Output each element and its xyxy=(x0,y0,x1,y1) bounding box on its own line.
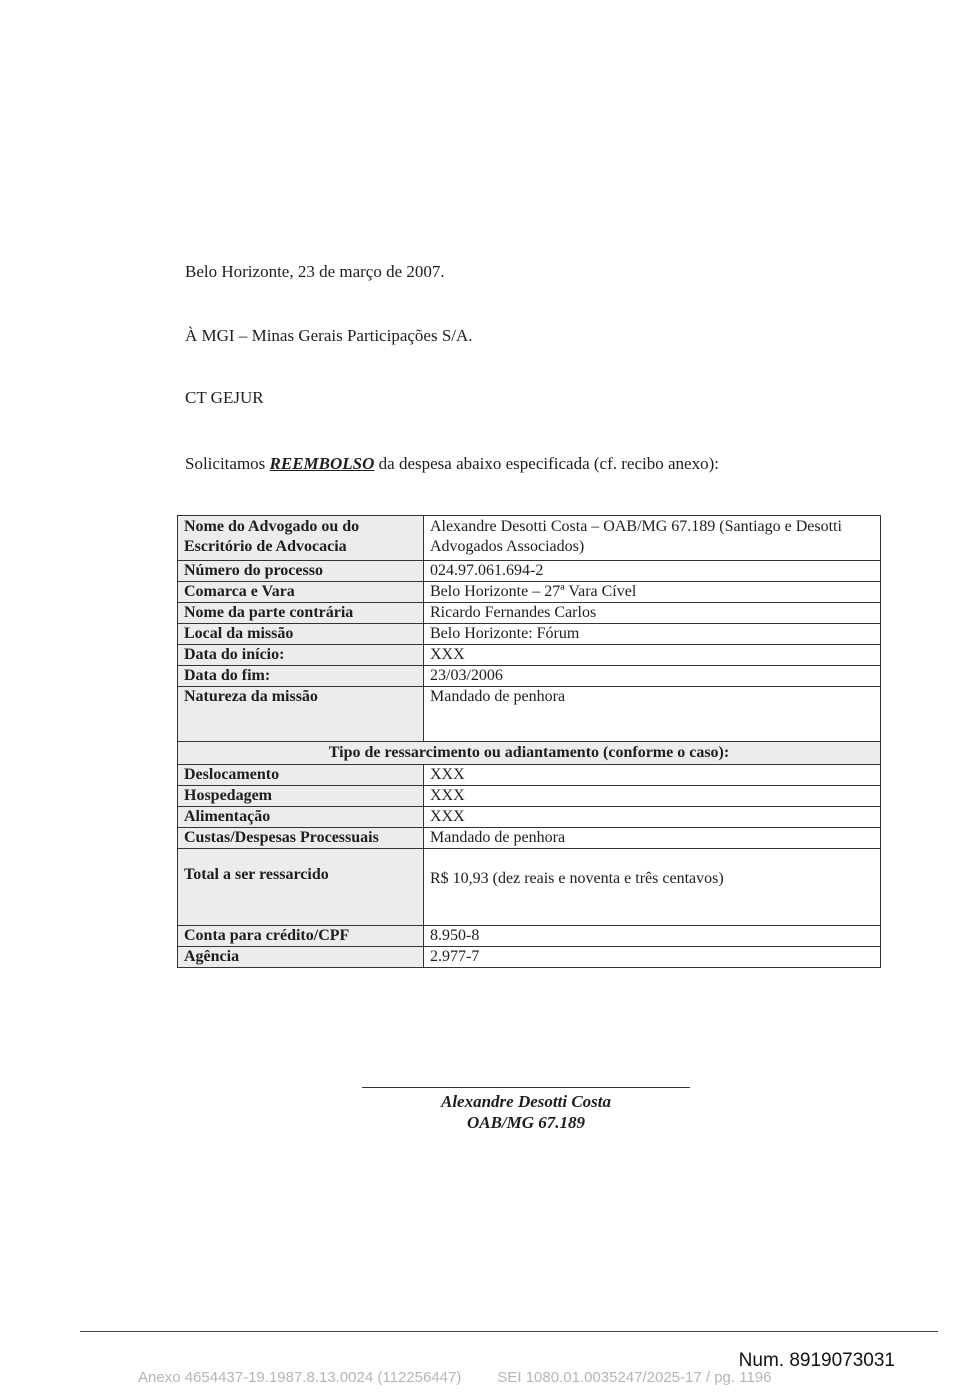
row-label: Total a ser ressarcido xyxy=(178,849,424,925)
table-row xyxy=(178,849,880,926)
table-row xyxy=(178,807,880,828)
table-row xyxy=(178,926,880,947)
table-row xyxy=(178,828,880,849)
section-header: Tipo de ressarcimento ou adiantamento (conforme o caso): xyxy=(178,742,880,765)
row-value: 8.950-8 xyxy=(430,927,480,944)
row-label: Conta para crédito/CPF xyxy=(178,926,424,946)
row-label: Alimentação xyxy=(178,807,424,827)
row-value: Mandado de penhora xyxy=(430,688,566,705)
row-value: Belo Horizonte: Fórum xyxy=(430,625,580,642)
row-label: Custas/Despesas Processuais xyxy=(178,828,424,848)
row-label: Comarca e Vara xyxy=(178,582,424,602)
table-row xyxy=(178,666,880,687)
row-value: XXX xyxy=(430,808,465,825)
footer-rule xyxy=(80,1331,938,1332)
row-value: XXX xyxy=(430,787,465,804)
intro-before: Solicitamos xyxy=(185,454,270,473)
row-label: Hospedagem xyxy=(178,786,424,806)
table-row xyxy=(178,645,880,666)
table-row xyxy=(178,582,880,603)
row-value: 2.977-7 xyxy=(430,948,480,965)
table-row xyxy=(178,947,880,967)
table-row xyxy=(178,786,880,807)
row-value: Mandado de penhora xyxy=(430,829,566,846)
signature-name: Alexandre Desotti Costa xyxy=(440,1092,611,1111)
intro-paragraph xyxy=(185,454,719,474)
row-label: Nome da parte contrária xyxy=(178,603,424,623)
row-label: Data do início: xyxy=(178,645,424,665)
recipient: À MGI – Minas Gerais Participações S/A. xyxy=(185,326,473,345)
row-label: Local da missão xyxy=(178,624,424,644)
table-row xyxy=(178,687,880,742)
row-label: Data do fim: xyxy=(178,666,424,686)
row-label: Deslocamento xyxy=(178,765,424,785)
expense-table xyxy=(177,515,881,968)
row-label: Natureza da missão xyxy=(178,687,424,741)
signature-oab: OAB/MG 67.189 xyxy=(466,1113,586,1132)
row-value: R$ 10,93 (dez reais e noventa e três centavos) xyxy=(430,870,724,887)
table-row xyxy=(178,561,880,582)
intro-after: da despesa abaixo especificada (cf. recibo anexo): xyxy=(374,454,719,473)
row-value: XXX xyxy=(430,766,465,783)
row-value: Ricardo Fernandes Carlos xyxy=(430,604,597,621)
row-label: Nome do Advogado ou do Escritório de Advocacia xyxy=(178,516,424,560)
row-value: Belo Horizonte – 27ª Vara Cível xyxy=(430,583,637,600)
row-value: XXX xyxy=(430,646,465,663)
document-number: Num. 8919073031 xyxy=(738,1350,895,1371)
sei-id: SEI 1080.01.0035247/2025-17 / pg. 1196 xyxy=(497,1369,772,1386)
table-row xyxy=(178,624,880,645)
row-value: 23/03/2006 xyxy=(430,667,503,684)
intro-emphasis: REEMBOLSO xyxy=(269,454,375,473)
row-label: Número do processo xyxy=(178,561,424,581)
place-date: Belo Horizonte, 23 de março de 2007. xyxy=(185,262,445,281)
annex-footer xyxy=(138,1369,771,1386)
row-value: 024.97.061.694-2 xyxy=(430,562,544,579)
row-value: Alexandre Desotti Costa – OAB/MG 67.189 (Santiago e Desotti Advogados Associados) xyxy=(430,518,842,555)
reference: CT GEJUR xyxy=(185,388,264,407)
table-row xyxy=(178,765,880,786)
table-row xyxy=(178,516,880,561)
annex-id: Anexo 4654437-19.1987.8.13.0024 (112256447) xyxy=(138,1369,462,1386)
table-row xyxy=(178,603,880,624)
row-label: Agência xyxy=(178,947,424,967)
signature-line xyxy=(362,1087,690,1088)
